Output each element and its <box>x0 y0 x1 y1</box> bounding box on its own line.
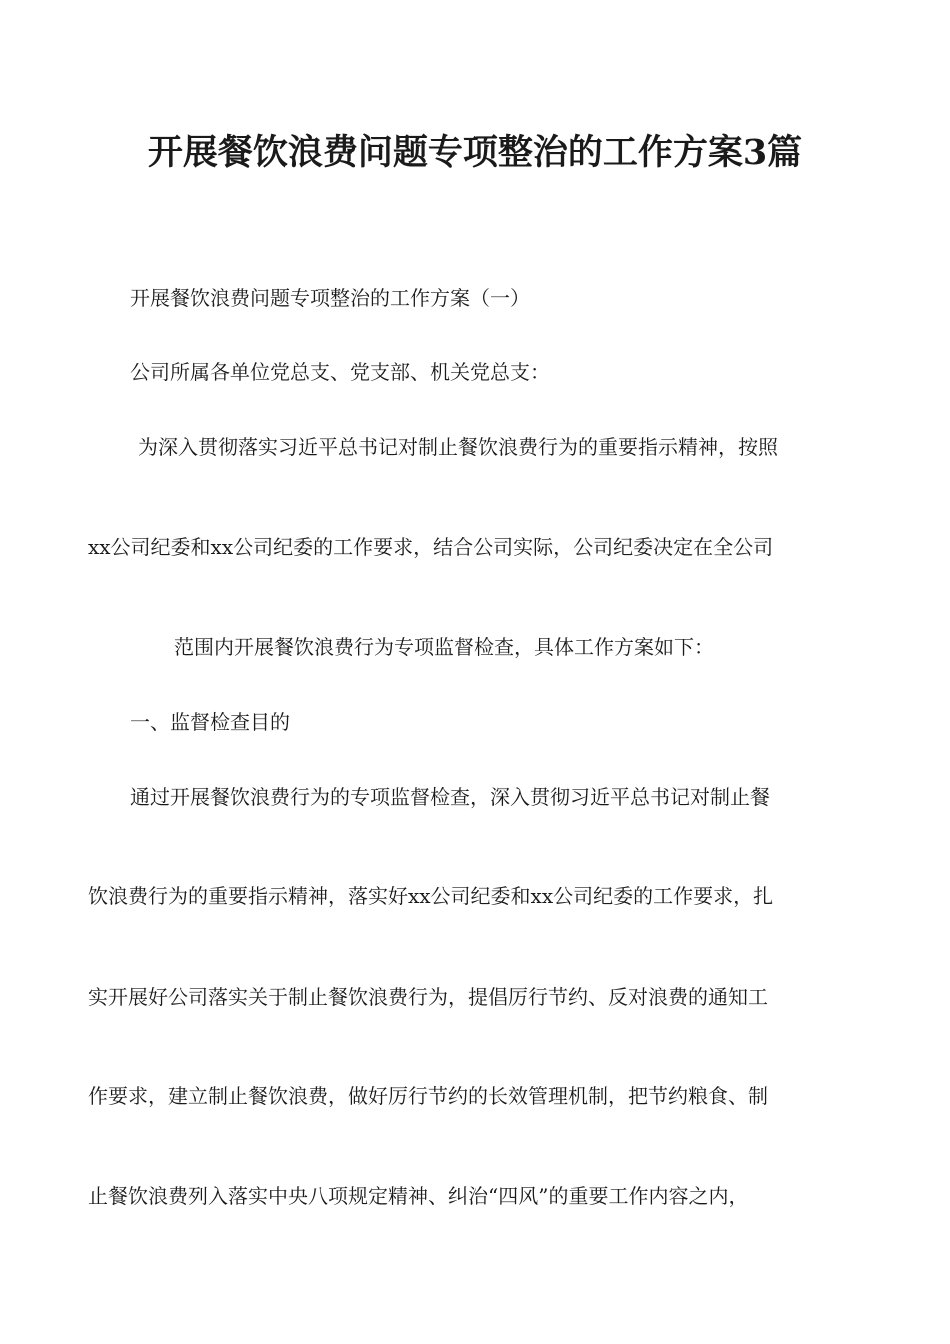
paragraph-line: xx公司纪委和xx公司纪委的工作要求，结合公司实际，公司纪委决定在全公司 <box>88 535 774 559</box>
paragraph-line: 通过开展餐饮浪费行为的专项监督检查，深入贯彻习近平总书记对制止餐 <box>130 785 770 809</box>
paragraph-line: 饮浪费行为的重要指示精神，落实好xx公司纪委和xx公司纪委的工作要求，扎 <box>88 884 774 908</box>
paragraph-line: 作要求，建立制止餐饮浪费，做好厉行节约的长效管理机制，把节约粮食、制 <box>88 1084 768 1108</box>
document-title: 开展餐饮浪费问题专项整治的工作方案3篇 <box>147 132 803 173</box>
section-heading-purpose: 一、监督检查目的 <box>130 710 290 734</box>
paragraph-line: 为深入贯彻落实习近平总书记对制止餐饮浪费行为的重要指示精神，按照 <box>138 435 778 459</box>
addressee-line: 公司所属各单位党总支、党支部、机关党总支： <box>130 360 550 384</box>
section-heading-plan-one: 开展餐饮浪费问题专项整治的工作方案（一） <box>130 286 530 310</box>
paragraph-line: 范围内开展餐饮浪费行为专项监督检查，具体工作方案如下： <box>174 635 714 659</box>
paragraph-line: 止餐饮浪费列入落实中央八项规定精神、纠治“四风”的重要工作内容之内， <box>88 1184 749 1208</box>
paragraph-line: 实开展好公司落实关于制止餐饮浪费行为，提倡厉行节约、反对浪费的通知工 <box>88 985 768 1009</box>
